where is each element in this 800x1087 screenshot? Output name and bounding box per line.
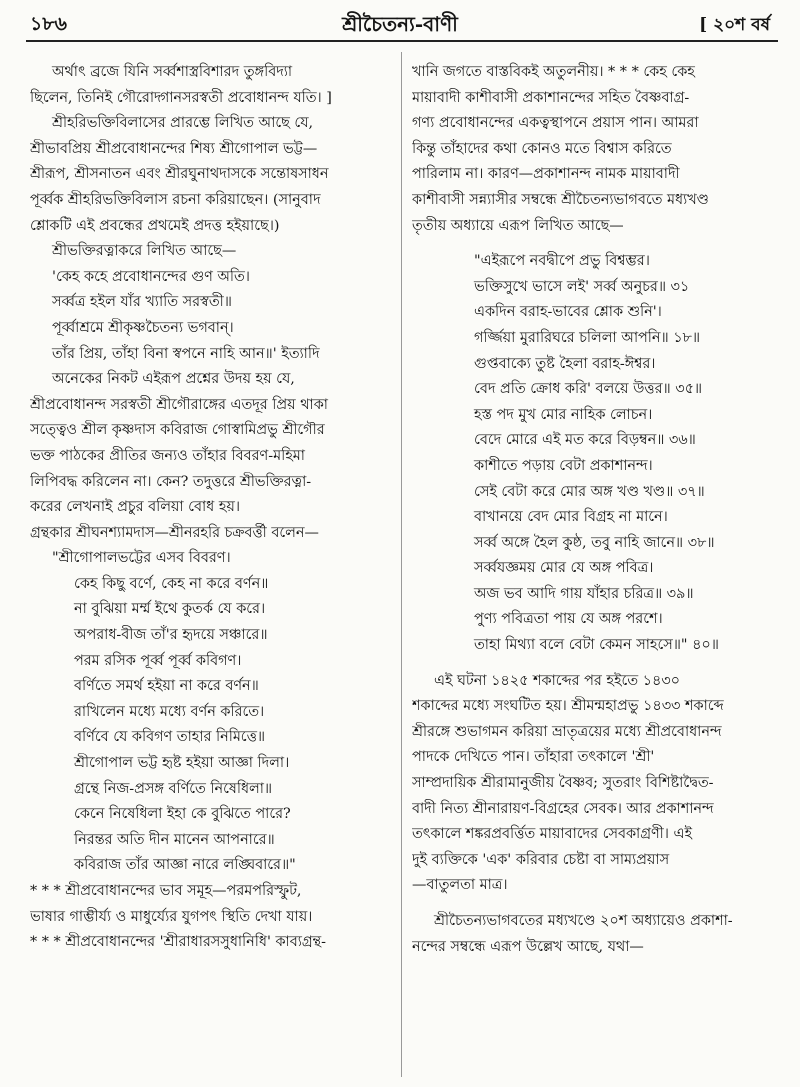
text-line: গর্জ্জিয়া মুরারিঘরে চলিলা আপনি॥ ১৮॥ <box>474 329 701 346</box>
page-header <box>0 0 800 42</box>
text-line: তাঁর প্রিয়, তাঁহা বিনা স্বপনে নাহি আন॥' ইত্যাদি <box>52 345 320 362</box>
text-line: সর্ব্বত্র হইল যাঁর খ্যাতি সরস্বতী॥ <box>52 294 232 311</box>
text-line: বেদে মোরে এই মত করে বিড়ম্বন॥ ৩৬॥ <box>474 432 696 449</box>
text-line: "শ্রীগোপালভট্টের এসব বিবরণ। <box>52 550 231 567</box>
text-line: গ্রন্থকার শ্রীঘনশ্যামদাস—শ্রীনরহরি চক্রবর্ত্তী বলেন— <box>30 524 319 541</box>
text-line: পুণ্য পবিত্রতা পায় যে অঙ্গ পরশে। <box>474 611 663 628</box>
text-line: সেই বেটা করে মোর অঙ্গ খণ্ড খণ্ড॥ ৩৭॥ <box>474 483 705 500</box>
text-line: সাম্প্রদায়িক শ্রীরামানুজীয় বৈষ্ণব; সুতরাং বিশিষ্টাদ্বৈত- <box>412 775 714 792</box>
text-line: শ্রীভক্তিরত্নাকরে লিখিত আছে— <box>52 243 237 260</box>
text-line: তাহা মিথ্যা বলে বেটা কেমন সাহসে॥" ৪০॥ <box>474 637 719 654</box>
text-line: বর্ণিবে যে কবিগণ তাহার নিমিত্তে॥ <box>74 729 266 746</box>
text-line: ভক্তিসুখে ভাসে লই' সর্ব্ব অনুচর॥ ৩১ <box>474 278 690 295</box>
column-divider <box>401 52 402 1077</box>
text-line: নন্দের সম্বন্ধে এরূপ উল্লেখ আছে, যথা— <box>412 938 644 955</box>
text-line: * * * শ্রীপ্রবোধানন্দের 'শ্রীরাধারসসুধানিধি' কাব্যগ্রন্থ- <box>30 934 327 951</box>
text-line: বর্ণিতে সমর্থ হইয়া না করে বর্ণন॥ <box>74 678 259 695</box>
text-line: বেদ প্রতি ক্রোধ করি' বলয়ে উত্তর॥ ৩৫॥ <box>474 381 703 398</box>
paragraph-gap <box>412 899 774 909</box>
text-line: গ্রন্থে নিজ-প্রসঙ্গ বর্ণিতে নিষেধিলা॥ <box>74 780 273 797</box>
left-column <box>30 60 394 956</box>
header-rule <box>26 40 778 42</box>
volume-year: [ ২০শ বর্ষ <box>699 15 770 35</box>
text-line: শ্রীচৈতন্যভাগবতের মধ্যখণ্ডে ২০শ অধ্যায়েও প্রকাশা- <box>434 913 733 929</box>
text-line: না বুঝিয়া মর্ম্ম ইথে কুতর্ক যে করে। <box>74 601 266 618</box>
text-line: পরম রসিক পূর্ব্ব পূর্ব্ব কবিগণ। <box>74 652 242 669</box>
text-line: শকাব্দের মধ্যে সংঘটিত হয়। শ্রীমন্মহাপ্রভু ১৪৩৩ শকাব্দে <box>412 698 724 715</box>
text-line: শ্রীরঙ্গে শুভাগমন করিয়া ভ্রাতৃত্রয়ের মধ্যে শ্রীপ্রবোধানন্দ <box>412 723 722 740</box>
text-line: শ্রীপ্রবোধানন্দ সরস্বতী শ্রীগৌরাঙ্গের এতদূর প্রিয় থাকা <box>30 396 328 413</box>
text-line: শ্রীভাবপ্রিয় শ্রীপ্রবোধানন্দের শিষ্য শ্রীগোপাল ভট্ট— <box>30 140 318 157</box>
text-line: ভক্ত পাঠকের প্রীতির জন্যও তাঁহার বিবরণ-মহিমা <box>30 447 305 464</box>
text-line: রাখিলেন মধ্যে মধ্যে বর্ণন করিতে। <box>74 703 265 720</box>
right-column <box>412 60 774 960</box>
text-line: ভাষার গাম্ভীর্য্য ও মাধুর্য্যের যুগপৎ স্থিতি দেখা যায়। <box>30 908 313 925</box>
text-line: লিপিবদ্ধ করিলেন না। কেন? তদুত্তরে শ্রীভক্তিরত্না- <box>30 473 312 490</box>
text-line: বাদী নিত্য শ্রীনারায়ণ-বিগ্রহের সেবক। আর প্রকাশানন্দ <box>412 800 714 817</box>
text-line: নিরন্তর অতি দীন মানেন আপনারে॥ <box>74 831 275 848</box>
text-line: —বাতুলতা মাত্র। <box>412 877 508 894</box>
text-line: অনেকের নিকট এইরূপ প্রশ্নের উদয় হয় যে, <box>52 371 295 388</box>
paragraph-gap <box>412 659 774 669</box>
text-line: অপরাধ-বীজ তাঁ'র হৃদয়ে সঞ্চারে॥ <box>74 627 268 644</box>
text-line: কেনে নিষেধিলা ইহা কে বুঝিতে পারে? <box>74 806 291 823</box>
text-line: শ্রীগোপাল ভট্ট হৃষ্ট হইয়া আজ্ঞা দিলা। <box>74 755 290 772</box>
text-line: * * * শ্রীপ্রবোধানন্দের ভাব সমূহ—পরমপরিস্ফুট, <box>30 883 302 899</box>
text-line: হস্ত পদ মুখ মোর নাহিক লোচন। <box>474 406 653 423</box>
text-line: পূর্ব্বাশ্রমে শ্রীকৃষ্ণচৈতন্য ভগবান্। <box>52 319 234 336</box>
text-line: একদিন বরাহ-ভাবের শ্লোক শুনি'। <box>474 304 662 321</box>
text-line: এই ঘটনা ১৪২৫ শকাব্দের পর হইতে ১৪৩০ <box>434 672 681 689</box>
text-line: শ্লোকটি এই প্রবন্ধের প্রথমেই প্রদত্ত হইয়াছে।) <box>30 217 280 234</box>
journal-title: শ্রীচৈতন্য-বাণী <box>342 12 458 36</box>
text-line: সর্ব্বযজ্ঞময় মোর যে অঙ্গ পবিত্র। <box>474 560 654 577</box>
paragraph-gap <box>412 239 774 249</box>
text-line: গণ্য প্রবোধানন্দের একত্বস্থাপনে প্রয়াস পান। আমরা <box>412 115 699 132</box>
text-line: কেহ কিছু বর্ণে, কেহ না করে বর্ণন॥ <box>74 575 269 592</box>
text-line: গুপ্তবাক্যে তুষ্ট হৈলা বরাহ-ঈশ্বর। <box>474 355 656 372</box>
text-line: শ্রীরূপ, শ্রীসনাতন এবং শ্রীরঘুনাথদাসকে সন্তোষসাধন <box>30 166 329 183</box>
text-line: শ্রীহরিভক্তিবিলাসের প্রারম্ভে লিখিত আছে যে, <box>52 115 314 132</box>
text-line: পূর্ব্বক শ্রীহরিভক্তিবিলাস রচনা করিয়াছেন। (সানুবাদ <box>30 191 321 208</box>
text-line: সর্ব্ব অঙ্গে হৈল কুষ্ঠ, তবু নাহি জানে॥ ৩৮॥ <box>474 534 715 551</box>
page-number: ১৮৬ <box>30 13 68 35</box>
text-line: কবিরাজ তাঁর আজ্ঞা নারে লঙ্ঘিবারে॥" <box>74 857 296 874</box>
text-line: বাখানয়ে বেদ মোর বিগ্রহ না মানে। <box>474 509 668 526</box>
text-line: করের লেখনাই প্রচুর বলিয়া বোধ হয়। <box>30 499 241 516</box>
text-line: 'কেহ কহে প্রবোধানন্দের গুণ অতি। <box>52 268 250 285</box>
text-line: খানি জগতে বাস্তবিকই অতুলনীয়। * * * কেহ কেহ <box>412 64 695 80</box>
text-line: কাশীতে পড়ায় বেটা প্রকাশানন্দ। <box>474 457 653 474</box>
text-line: তৎকালে শঙ্করপ্রবর্ত্তিত মায়াবাদের সেবকাগ্রণী। এই <box>412 826 692 843</box>
text-line: "এইরূপে নবদ্বীপে প্রভু বিশ্বম্ভর। <box>474 253 650 270</box>
text-line: অর্থাৎ ব্রজে যিনি সর্ব্বশাস্ত্রবিশারদ তুঙ্গবিদ্যা <box>52 64 293 80</box>
text-line: কিন্তু তাঁহাদের কথা কোনও মতে বিশ্বাস করিতে <box>412 140 672 157</box>
text-line: ছিলেন, তিনিই গৌরোদ্গানসরস্বতী প্রবোধানন্দ যতি। ] <box>30 89 332 106</box>
text-line: অজ ভব আদি গায় যাঁহার চরিত্র॥ ৩৯॥ <box>474 585 694 602</box>
text-line: কাশীবাসী সন্ন্যাসীর সম্বন্ধে শ্রীচৈতন্যভাগবতে মধ্যখণ্ড <box>412 191 709 208</box>
text-line: তৃতীয় অধ্যায়ে এরূপ লিখিত আছে— <box>412 217 624 234</box>
text-line: দুই ব্যক্তিকে 'এক' করিবার চেষ্টা বা সাম্যপ্রয়াস <box>412 851 670 868</box>
text-line: সত্ত্বেও শ্রীল কৃষ্ণদাস কবিরাজ গোস্বামিপ্রভু শ্রীগৌর <box>30 422 325 439</box>
text-line: পারিলাম না। কারণ—প্রকাশানন্দ নামক মায়াবাদী <box>412 166 680 183</box>
text-line: পাদকে দেখিতে পান। তাঁহারা তৎকালে 'শ্রী' <box>412 749 655 766</box>
text-line: মায়াবাদী কাশীবাসী প্রকাশানন্দের সহিত বৈষ্ণবাগ্র- <box>412 89 690 106</box>
